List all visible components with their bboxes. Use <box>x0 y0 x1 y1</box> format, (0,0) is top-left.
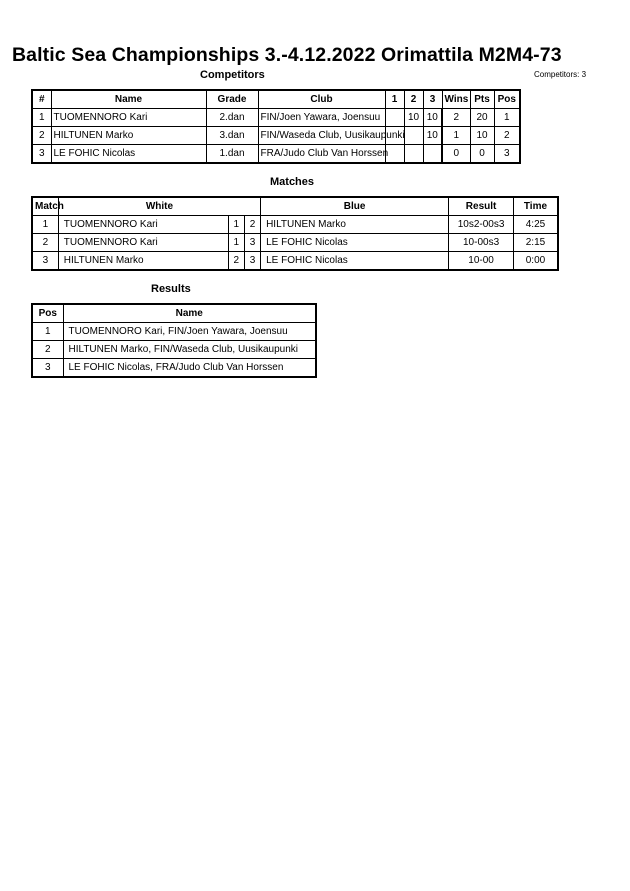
matches-header-row <box>32 197 558 216</box>
col-time: Time <box>513 197 558 216</box>
match-result: 10s2-00s3 <box>449 216 514 234</box>
competitor-name: LE FOHIC Nicolas <box>51 145 206 164</box>
blue-player: LE FOHIC Nicolas <box>261 252 449 271</box>
competitor-pos: 1 <box>494 109 520 127</box>
col-pts: Pts <box>470 90 494 109</box>
white-player: TUOMENNORO Kari <box>58 216 228 234</box>
col-round-2: 2 <box>404 90 423 109</box>
competitors-header-row <box>32 90 520 109</box>
round-3-score: 10 <box>423 109 442 127</box>
white-index: 1 <box>228 234 244 252</box>
competitor-club: FIN/Waseda Club, Uusikaupunki <box>258 127 385 145</box>
match-time: 2:15 <box>513 234 558 252</box>
match-number: 3 <box>32 252 58 271</box>
competitor-pts: 20 <box>470 109 494 127</box>
competitors-heading: Competitors <box>200 69 265 81</box>
col-name: Name <box>63 304 316 323</box>
blue-index: 2 <box>244 216 260 234</box>
table-row <box>32 252 558 271</box>
round-2-score: 10 <box>404 109 423 127</box>
competitor-wins: 0 <box>442 145 470 164</box>
result-pos: 3 <box>32 359 63 378</box>
table-row <box>32 359 316 378</box>
competitor-pos: 2 <box>494 127 520 145</box>
white-index: 2 <box>228 252 244 271</box>
col-round-3: 3 <box>423 90 442 109</box>
table-row <box>32 341 316 359</box>
competitor-num: 1 <box>32 109 51 127</box>
col-club: Club <box>258 90 385 109</box>
table-row <box>32 127 520 145</box>
competitor-pts: 10 <box>470 127 494 145</box>
col-grade: Grade <box>206 90 258 109</box>
col-pos: Pos <box>494 90 520 109</box>
col-pos: Pos <box>32 304 63 323</box>
table-row <box>32 323 316 341</box>
competitors-count: Competitors: 3 <box>534 70 587 79</box>
competitor-num: 3 <box>32 145 51 164</box>
round-3-score <box>423 145 442 164</box>
matches-heading: Matches <box>270 176 315 188</box>
round-2-score <box>404 127 423 145</box>
blue-index: 3 <box>244 252 260 271</box>
col-result: Result <box>449 197 514 216</box>
result-name: TUOMENNORO Kari, FIN/Joen Yawara, Joensuu <box>63 323 316 341</box>
competitor-name: HILTUNEN Marko <box>51 127 206 145</box>
competitor-wins: 1 <box>442 127 470 145</box>
match-number: 2 <box>32 234 58 252</box>
competitor-grade: 3.dan <box>206 127 258 145</box>
match-time: 0:00 <box>513 252 558 271</box>
page-title: Baltic Sea Championships 3.-4.12.2022 Orimattila M2M4-73 <box>12 44 562 66</box>
round-2-score <box>404 145 423 164</box>
round-1-score <box>385 109 404 127</box>
competitor-wins: 2 <box>442 109 470 127</box>
competitor-club: FIN/Joen Yawara, Joensuu <box>258 109 385 127</box>
col-num: # <box>32 90 51 109</box>
competitor-pts: 0 <box>470 145 494 164</box>
results-header-row <box>32 304 316 323</box>
table-row <box>32 145 520 164</box>
white-player: HILTUNEN Marko <box>58 252 228 271</box>
result-name: LE FOHIC Nicolas, FRA/Judo Club Van Horssen <box>63 359 316 378</box>
match-result: 10-00s3 <box>449 234 514 252</box>
blue-player: LE FOHIC Nicolas <box>261 234 449 252</box>
col-round-1: 1 <box>385 90 404 109</box>
col-blue: Blue <box>261 197 449 216</box>
table-row <box>32 216 558 234</box>
col-white: White <box>58 197 260 216</box>
matches-table <box>31 196 559 271</box>
competitor-grade: 2.dan <box>206 109 258 127</box>
round-3-score: 10 <box>423 127 442 145</box>
match-result: 10-00 <box>449 252 514 271</box>
competitors-table <box>31 89 521 164</box>
competitor-grade: 1.dan <box>206 145 258 164</box>
table-row <box>32 109 520 127</box>
col-match: Match <box>32 197 58 216</box>
competitor-pos: 3 <box>494 145 520 164</box>
white-player: TUOMENNORO Kari <box>58 234 228 252</box>
results-table <box>31 303 317 378</box>
result-pos: 1 <box>32 323 63 341</box>
white-index: 1 <box>228 216 244 234</box>
results-heading: Results <box>151 283 191 295</box>
result-pos: 2 <box>32 341 63 359</box>
match-time: 4:25 <box>513 216 558 234</box>
competitor-club: FRA/Judo Club Van Horssen <box>258 145 385 164</box>
col-name: Name <box>51 90 206 109</box>
blue-player: HILTUNEN Marko <box>261 216 449 234</box>
match-number: 1 <box>32 216 58 234</box>
competitor-name: TUOMENNORO Kari <box>51 109 206 127</box>
competitor-num: 2 <box>32 127 51 145</box>
blue-index: 3 <box>244 234 260 252</box>
col-wins: Wins <box>442 90 470 109</box>
table-row <box>32 234 558 252</box>
result-name: HILTUNEN Marko, FIN/Waseda Club, Uusikaupunki <box>63 341 316 359</box>
